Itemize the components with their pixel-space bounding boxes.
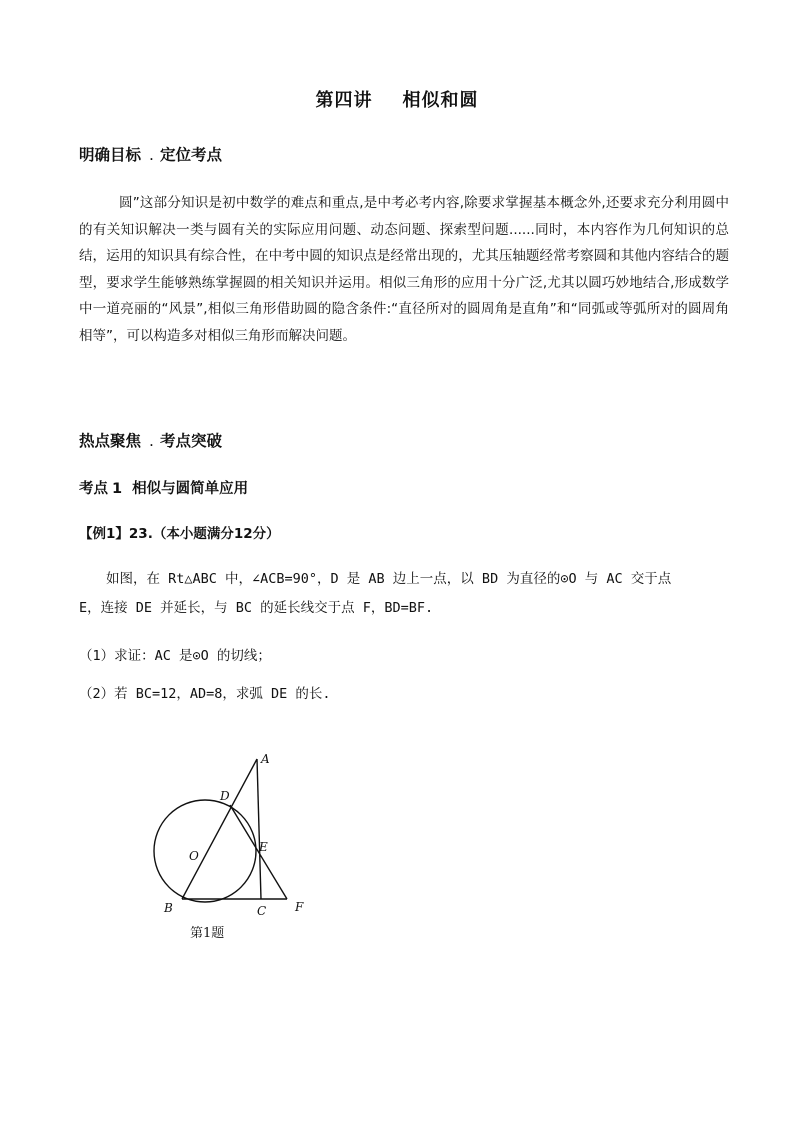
label-a: A <box>261 752 270 766</box>
intro-paragraph-text: 圆”这部分知识是初中数学的难点和重点,是中考必考内容,除要求掌握基本概念外,还要求充分利用圆中的有关知识解决一类与圆有关的实际应用问题、动态问题、探索型问题......同时，本内容作为几何知识的总结，运用的知识具有综合性，在中考中圆的知识点是经常出现的，尤其压轴题经常考察圆和其他内容结合的题型，要求学生能够熟练掌握圆的相关知识并运用。相似三角形的应用十分广泛,尤其以圆巧妙地结合,形成数学中一道亮丽的“风景”,相似三角形借助圆的隐含条件:“直径所对的圆周角是直角”和“同弧或等弧所对的圆周角相等”，可以构造多对相似三角形而解决问题。 <box>79 195 729 344</box>
section-heading-dot: . <box>149 146 154 164</box>
section-heading-focus <box>79 429 222 451</box>
label-c: C <box>257 904 267 918</box>
example-label-line <box>79 522 280 542</box>
section-heading-goals-b: 定位考点 <box>159 146 222 164</box>
segment-ba <box>182 759 257 899</box>
section-heading-focus-a: 热点聚焦 <box>79 432 142 450</box>
section-heading-focus-b: 考点突破 <box>159 432 222 450</box>
label-d: D <box>220 789 230 803</box>
question-1: （1）求证：AC 是⊙O 的切线； <box>79 648 271 664</box>
lecture-topic: 相似和圆 <box>402 90 479 111</box>
label-b: B <box>164 901 173 915</box>
kaodian-label: 考点 <box>79 481 108 497</box>
label-o: O <box>189 849 199 863</box>
section-heading-dot: . <box>149 432 154 450</box>
geometry-figure <box>140 745 320 955</box>
kaodian-heading <box>79 477 248 498</box>
section-heading-goals <box>79 143 222 165</box>
segment-ac <box>257 759 261 899</box>
problem-text <box>79 565 739 623</box>
section-heading-goals-a: 明确目标 <box>79 146 142 164</box>
kaodian-number: 1 <box>112 481 123 497</box>
label-f: F <box>295 900 304 914</box>
problem-line-2: E，连接 DE 并延长，与 BC 的延长线交于点 F，BD=BF. <box>79 600 434 616</box>
example-score: 23.（本小题满分12分） <box>128 526 280 542</box>
lecture-number: 第四讲 <box>315 90 373 111</box>
problem-line-1: 如图，在 Rt△ABC 中，∠ACB=90°，D 是 AB 边上一点，以 BD 为直径的⊙O 与 AC 交于点 <box>106 571 672 587</box>
example-label: 【例1】 <box>79 526 129 542</box>
figure-caption: 第1题 <box>190 926 225 941</box>
page-title <box>0 86 794 112</box>
kaodian-title: 相似与圆简单应用 <box>132 481 249 497</box>
label-e: E <box>259 840 268 854</box>
intro-paragraph <box>79 190 729 349</box>
circle-o <box>154 800 256 902</box>
question-2: （2）若 BC=12，AD=8，求弧 DE 的长. <box>79 686 331 702</box>
